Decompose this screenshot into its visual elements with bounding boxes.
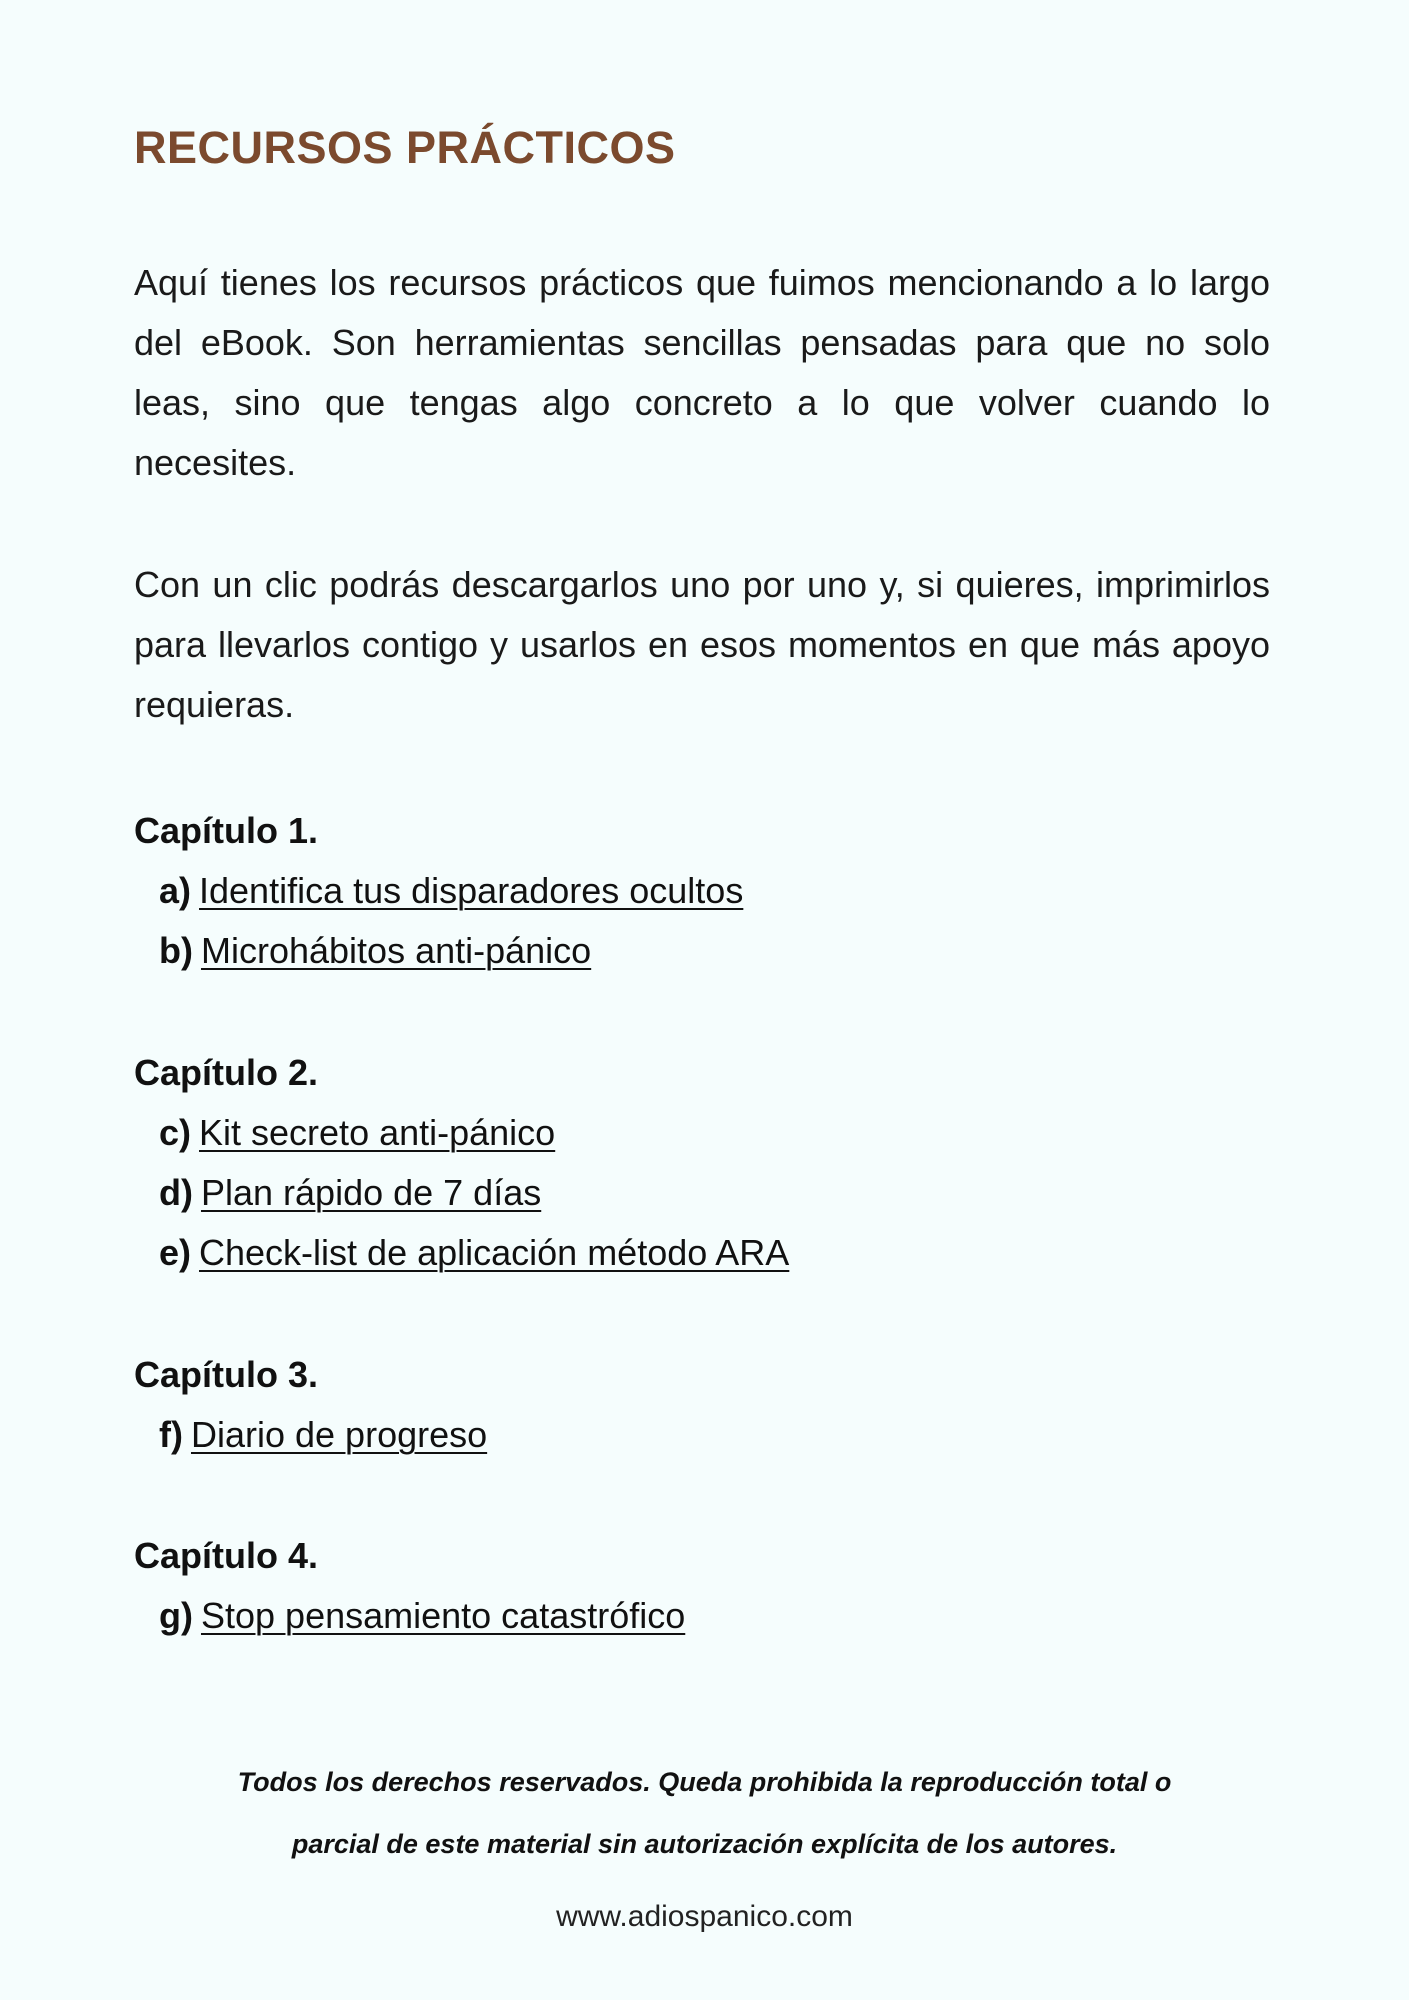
chapter-1-section [134,801,1270,981]
resource-link-kit-secreto[interactable]: Kit secreto anti-pánico [199,1112,556,1153]
resource-item [159,861,1270,921]
resource-link-diario-progreso[interactable]: Diario de progreso [190,1414,488,1455]
item-letter: g) [159,1595,193,1636]
resource-link-plan-7-dias[interactable]: Plan rápido de 7 días [200,1172,542,1213]
resource-item [159,1405,1270,1465]
resource-item [159,1223,1270,1283]
chapter-heading: Capítulo 3. [134,1354,319,1395]
chapter-3-section [134,1345,1270,1465]
website-url: www.adiospanico.com [556,1900,853,1933]
copyright-line-2: parcial de este material sin autorización explícita de los autores. [291,1829,1118,1859]
resource-item [159,1586,1270,1646]
resource-item [159,1163,1270,1223]
item-letter: a) [159,870,192,911]
resource-item [159,1103,1270,1163]
resource-link-checklist-ara[interactable]: Check-list de aplicación método ARA [199,1232,790,1273]
copyright-notice [0,1751,1409,1875]
resource-item [159,921,1270,981]
item-letter: b) [159,930,193,971]
chapter-heading: Capítulo 2. [134,1052,319,1093]
intro-paragraph-1: Aquí tienes los recursos prácticos que fuimos mencionando a lo largo del eBook. Son herramientas sencillas pensadas para que no solo leas, sino que tengas algo concreto a lo que volver cuando lo necesites. [134,262,1270,483]
page-title: RECURSOS PRÁCTICOS [134,122,676,173]
item-letter: c) [159,1112,192,1153]
chapter-2-section [134,1043,1270,1283]
item-letter: e) [159,1232,192,1273]
resource-link-stop-pensamiento[interactable]: Stop pensamiento catastrófico [200,1595,686,1636]
item-letter: f) [159,1414,183,1455]
chapter-heading: Capítulo 4. [134,1535,319,1576]
resource-link-disparadores[interactable]: Identifica tus disparadores ocultos [199,870,744,911]
chapter-4-section [134,1526,1270,1646]
chapter-heading: Capítulo 1. [134,810,319,851]
intro-paragraph-2: Con un clic podrás descargarlos uno por uno y, si quieres, imprimirlos para llevarlos contigo y usarlos en esos momentos en que más apoyo requieras. [134,564,1270,725]
copyright-line-1: Todos los derechos reservados. Queda prohibida la reproducción total o [237,1767,1172,1797]
resource-link-microhabitos[interactable]: Microhábitos anti-pánico [200,930,592,971]
item-letter: d) [159,1172,193,1213]
